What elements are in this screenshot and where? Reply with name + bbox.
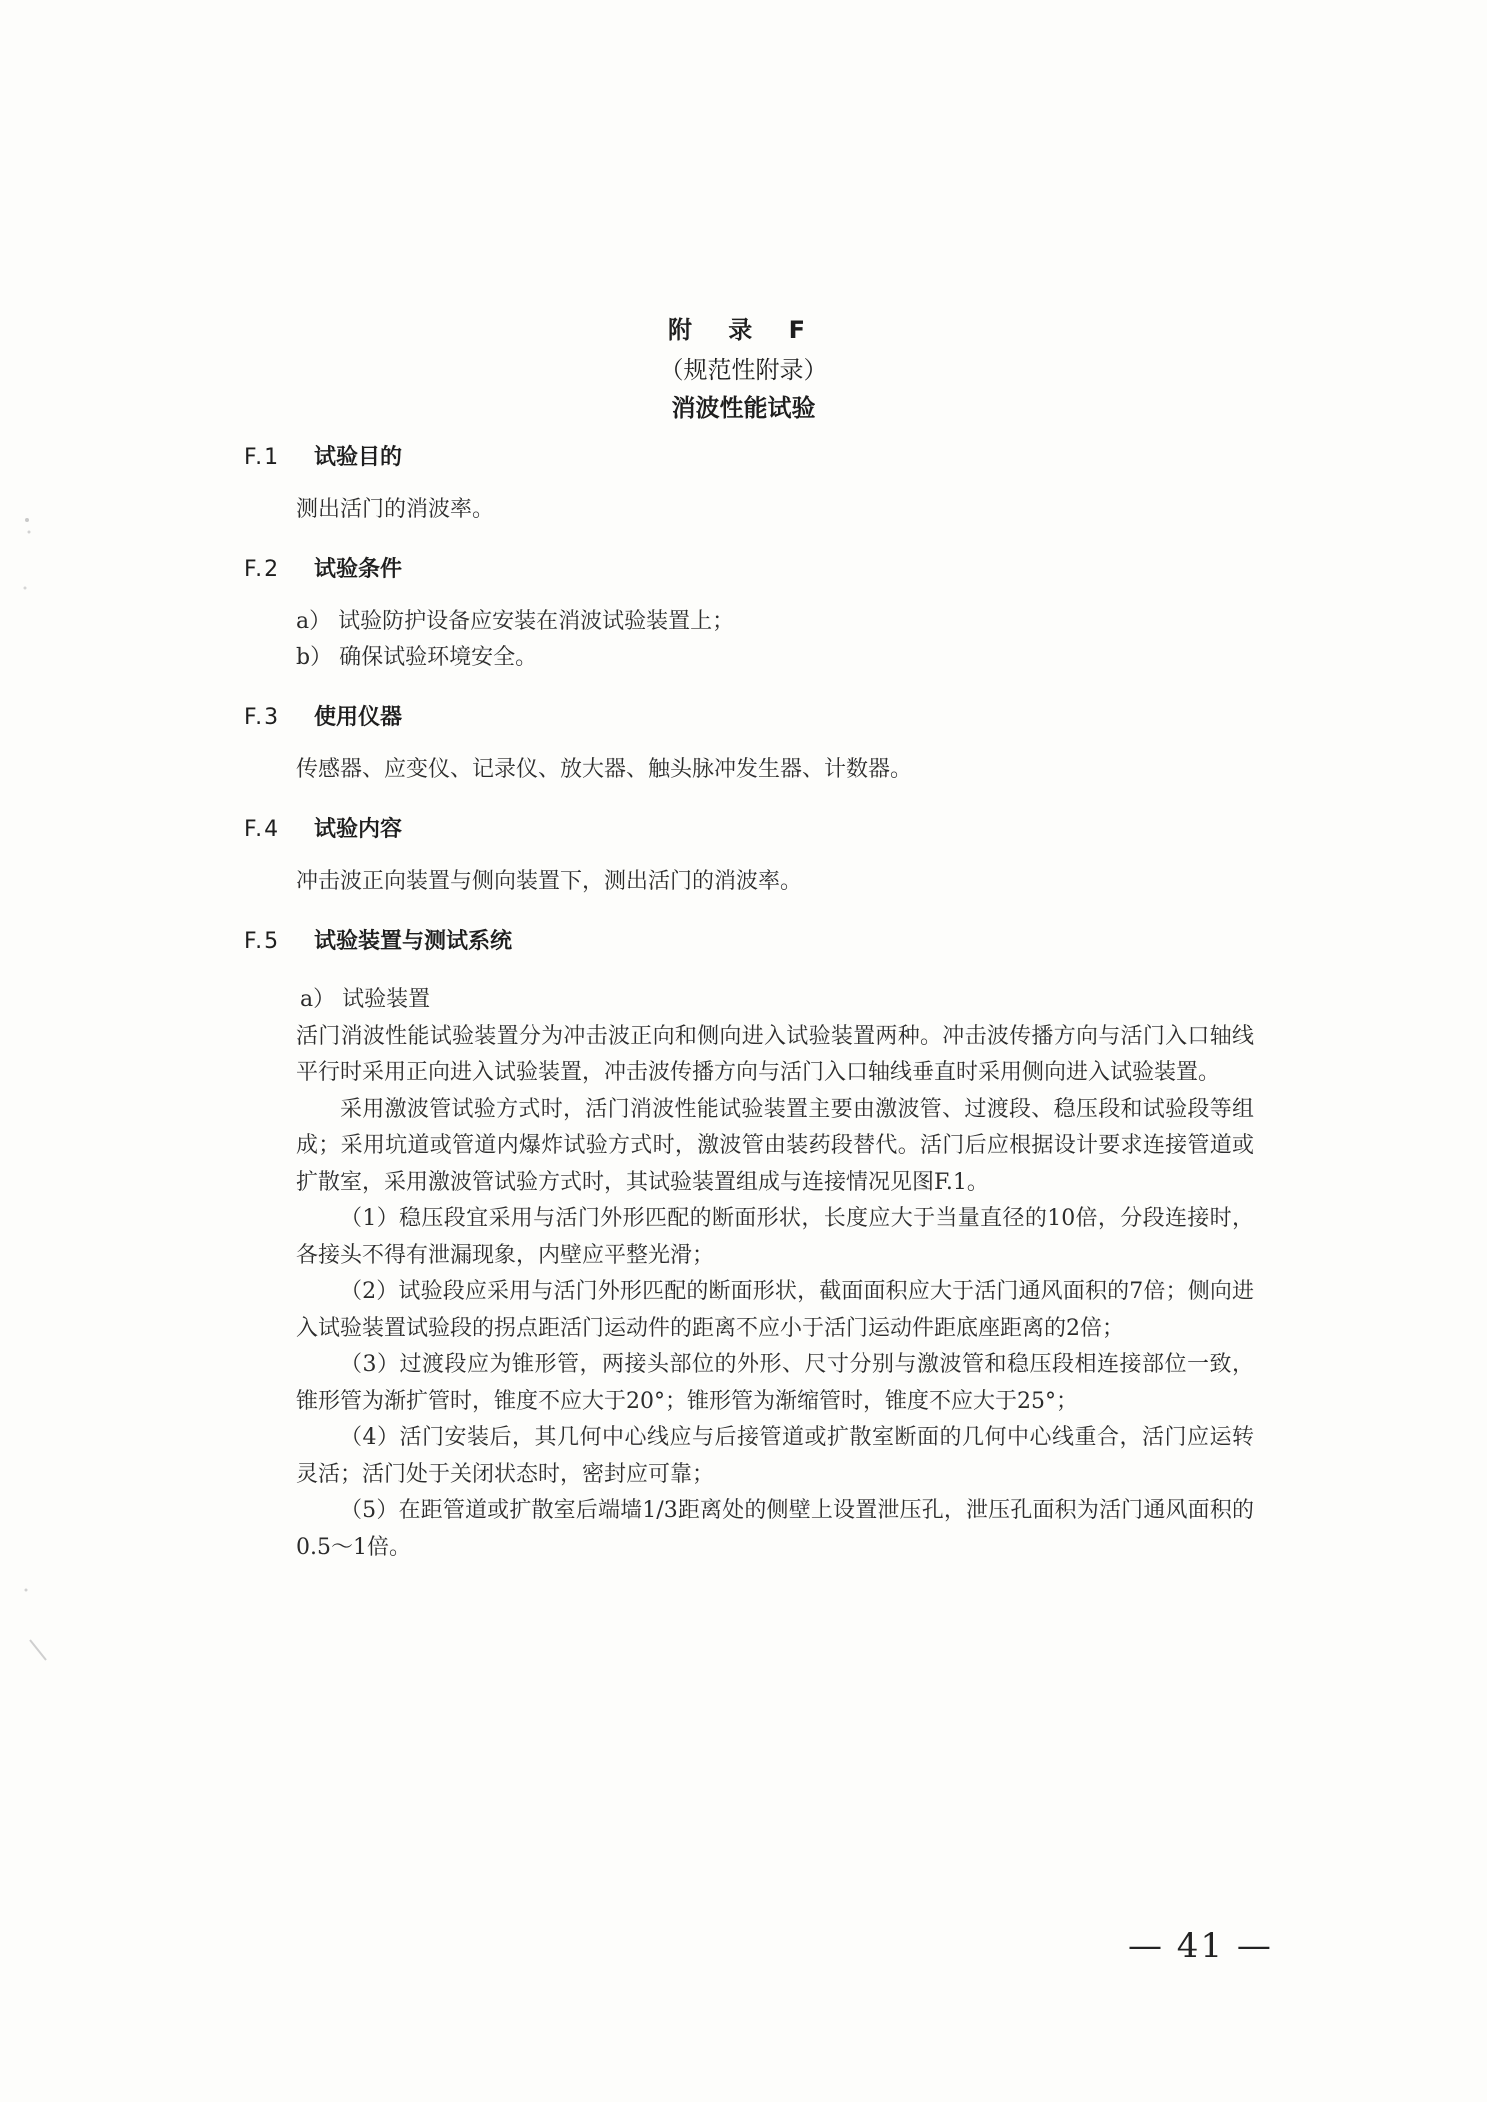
requirement-item: （2）试验段应采用与活门外形匹配的断面形状，截面面积应大于活门通风面积的7倍；侧向进入试验装置试验段的拐点距活门运动件的距离不应小于活门运动件距底座距离的2倍； [296,1279,1254,1341]
list-item: b） 确保试验环境安全。 [296,645,538,670]
section-title: 使用仪器 [314,705,403,730]
requirement-item: （4）活门安装后，其几何中心线应与后接管道或扩散室断面的几何中心线重合，活门应运转灵活；活门处于关闭状态时，密封应可靠； [296,1425,1254,1487]
section-heading-f3 [244,700,402,731]
requirement-item: （3）过渡段应为锥形管，两接头部位的外形、尺寸分别与激波管和稳压段相连接部位一致，锥形管为渐扩管时，锥度不应大于20°；锥形管为渐缩管时，锥度不应大于25°； [296,1352,1254,1414]
section-title: 试验内容 [314,817,403,842]
section-title: 试验条件 [314,557,403,582]
section-text: 测出活门的消波率。 [296,497,495,522]
section-number: F.5 [244,929,281,954]
appendix-title: 附 录 F [667,316,820,344]
section-text: 冲击波正向装置与侧向装置下，测出活门的消波率。 [296,869,803,894]
section-number: F.4 [244,817,281,842]
requirement-item: （1）稳压段宜采用与活门外形匹配的断面形状，长度应大于当量直径的10倍，分段连接时，各接头不得有泄漏现象，内壁应平整光滑； [296,1206,1254,1268]
section-number: F.2 [244,557,281,582]
section-heading-f1 [244,440,402,471]
paragraph: 采用激波管试验方式时，活门消波性能试验装置主要由激波管、过渡段、稳压段和试验段等组成；采用坑道或管道内爆炸试验方式时，激波管由装药段替代。活门后应根据设计要求连接管道或扩散室，采用激波管试验方式时，其试验装置组成与连接情况见图F.1。 [296,1096,1254,1195]
section-title: 试验目的 [314,445,403,470]
appendix-type: （规范性附录） [659,356,828,384]
section-heading-f2 [244,552,402,583]
section-heading-f5 [244,924,512,955]
subheading: a） 试验装置 [300,987,431,1012]
appendix-name: 消波性能试验 [671,394,816,422]
page-number: — 41 — [1128,1926,1273,1966]
section-title: 试验装置与测试系统 [314,929,513,954]
paragraph: 活门消波性能试验装置分为冲击波正向和侧向进入试验装置两种。冲击波传播方向与活门入口轴线平行时采用正向进入试验装置，冲击波传播方向与活门入口轴线垂直时采用侧向进入试验装置。 [296,1023,1254,1085]
section-heading-f4 [244,812,402,843]
section-number: F.1 [244,445,281,470]
section-number: F.3 [244,705,281,730]
requirement-item: （5）在距管道或扩散室后端墙1/3距离处的侧壁上设置泄压孔，泄压孔面积为活门通风面积的0.5～1倍。 [296,1498,1255,1560]
section-text: 传感器、应变仪、记录仪、放大器、触头脉冲发生器、计数器。 [296,757,913,782]
list-item: a） 试验防护设备应安装在消波试验装置上； [296,609,735,634]
section-body-f5 [296,982,1254,1566]
